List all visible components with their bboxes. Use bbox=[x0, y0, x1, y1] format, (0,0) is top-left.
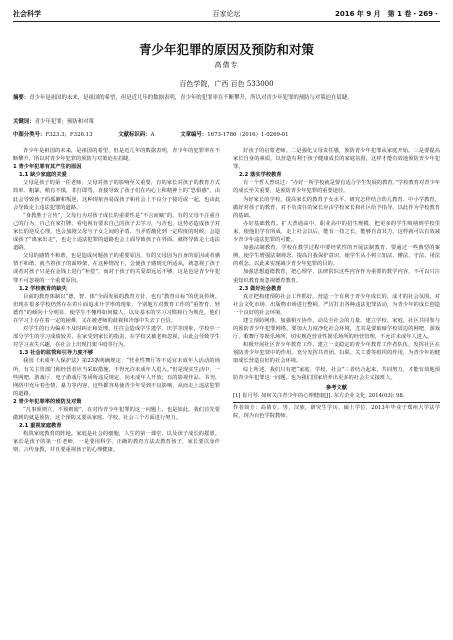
paragraph: 综上所述，我们只有把“家庭、学校、社会”三者结合起来，共同努力，才能有效地预防青少年犯罪这一问题，也为我们国家培养出更多的社会主义接班人。 bbox=[233, 366, 440, 381]
subsection-heading: 1.1 缺少家庭的关爱 bbox=[19, 172, 67, 179]
article-number bbox=[180, 132, 288, 138]
doc-code bbox=[118, 132, 154, 138]
author-note: 作者简介：高倩专，男，汉族，研究生学历，硕士学位，2013年毕业于郑州大学法学院，现为百色学院教师。 bbox=[233, 402, 440, 420]
right-column bbox=[233, 147, 440, 420]
paragraph: 有一个哲人曾说过：“办好一所学校就是要有适合学生发展的教育。”学校教育对青少年的成长至关重要，是预防青少年犯罪的重要途径。 bbox=[233, 180, 440, 195]
subsection-heading: 1.2 学校教育的缺失 bbox=[19, 285, 67, 292]
subsection-heading: 2.2 落实学校教育 bbox=[239, 172, 282, 179]
paragraph: 加强法制教育，学校在教学过程中要经常性的开展法制教育，要通过一些典型的案例，使学生增强法制观念，提高自我保护意识，使学生从小树立知法、懂法、守法、用法的观念。以此来实现减少青少年犯罪的目的。 bbox=[233, 245, 440, 268]
paragraph: 构筑家庭教育的阵地。家庭是社会的细胞，人生的第一课堂，以及孩子成长的摇篮。家长是孩子的第一任老师，一是要用科学、正确的教育方法去教育孩子，家长要以身作则，言传身教，并且要重视孩子的心理健康。 bbox=[13, 431, 220, 454]
clc-code bbox=[13, 132, 93, 138]
abstract bbox=[13, 94, 440, 102]
keywords-text: 青少年犯罪；预防和对策 bbox=[34, 119, 94, 125]
subsection-heading: 1.3 社会的监管和引导力度不够 bbox=[19, 350, 94, 357]
running-header bbox=[13, 8, 440, 20]
references-heading: 参考文献 bbox=[326, 384, 347, 391]
section-heading: 1 青少年犯罪有其产生的原因 bbox=[13, 164, 82, 171]
paragraph: “凡事预则立，不预则废”，在对待青少年犯罪的这一问题上，也是如此，我们首先要做到的就是预防，这个预防又要从家庭、学校、社会三个方面进行努力。 bbox=[13, 407, 220, 422]
abstract-text: 青少年是祖国的未来，是祖国的希望，但是近几年的数据表明，青少年的犯罪率在不断攀升，所以对青少年犯罪的预防与对策迫在眉睫。 bbox=[29, 95, 353, 101]
doc-label: 文献标识码： bbox=[118, 132, 151, 138]
subsection-heading: 2.1 重视家庭教育 bbox=[19, 423, 62, 430]
abstract-label: 摘要： bbox=[13, 95, 30, 101]
keywords bbox=[13, 118, 440, 126]
paragraph: 加强思想道德教育，把心理学、法律常识这些内容作为重要的教学内容，不可以只注重知识教育而忽视德育教育。 bbox=[233, 269, 440, 284]
issue-info: 2016 年 9 月 第 1 卷・269・ bbox=[334, 10, 440, 18]
paragraph: 父母是孩子的第一任老师，父母对孩子的影响至关重要，有的家长对孩子的教育方式简单、粗暴，稍有不慎，非打即骂，直接导致了孩子们在内心上和精神上的“恐惧感”，由此会导致孩子的孤僻和叛逆，这种现象容易成孩子和社会上不良分子接近或一起，也由此会导致走上违法犯罪的道路。 bbox=[13, 180, 220, 211]
paragraph: 建立预防网络。加强相互协作，动员全社会的力量，建立学校、家庭、社区共同参与的预防青少年犯罪网络。要加大力度净化社会环境，尤其是要取缔学校周边的网吧、游戏厅、歌舞厅等娱乐场所，切实规范营业性娱乐场所的经营管理，不允许未成年人进入。 bbox=[233, 317, 440, 341]
clc-label: 中图分类号： bbox=[13, 132, 46, 138]
paragraph: 好孩子的启蒙老师。二是强化父母责任感，预防青少年犯罪从家庭开始。三是要提高家长自身的素质，以营造有利于孩子健康成长的家庭氛围，这样才能有效地预防青少年犯罪。 bbox=[233, 148, 440, 171]
paragraph: 父母的感情不和谐，也是造成问题孩子的重要原因，有的父母因为自身的原因或者感情不和谐，就当着孩子的面吵架，在这种情况下，会使孩子感到无所适从，就忽视了孩子或者对孩子只是在金钱上进行“补偿”，而对于孩子的关爱却远远不够，这是也是青少年犯罪不可忽视的一个重要原因。 bbox=[13, 253, 220, 284]
paragraph: 我国《未成年人保护法》第23条明确规定：“营业性舞厅等不适宜未成年人活动的场所，有关主管部门和经营者应当采取措施，不得允许未成年人进入。”但是现实生活中，一些网吧、游戏厅、电子游戏厅等场所违反规定，向未成年人开放；有的影视作品、书刊、网络中充斥着色情、暴力等内容，这些都容易使青少年受到不良影响，从而走上违法犯罪的道路。 bbox=[13, 358, 220, 397]
article-author: 高倩专 bbox=[214, 61, 239, 69]
section-heading: 2 青少年犯罪率的预防及对策 bbox=[13, 398, 82, 405]
journal-section: 社会科学 bbox=[13, 10, 41, 18]
doc-value: A bbox=[150, 132, 155, 138]
subsection-heading: 2.3 做好社会教育 bbox=[239, 285, 282, 292]
paragraph: 对学生的行为偏差不及时纠正和处理，往往会造成学生逃学、厌学等现象，学校中一部分学生的学习成绩较差，在家受到家长的指责，在学校又被老师忽视，由此会导致学生对学习丧失兴趣，在社会上出现打架斗殴等行为。 bbox=[13, 326, 220, 349]
reference-item: [1] 崔月琴. 如何关注青少年的心理健康[J]. 东方企业文化, 2014(03): 98. bbox=[233, 392, 405, 399]
author-affiliation: 百色学院，广西 百色 533000 bbox=[179, 80, 274, 88]
paragraph: “身教胜于言传”，父母行为对孩子成长的重要性是“不言而喻”的。有的父母不注重自己的行为，自己在家打牌、看电视有要求自己的孩子去学习，与否也，这势必造成孩子对家长的逆反心理，也会加剧父母与子女之间的矛盾。当矛盾激化到一定程度的时候，会造成孩子“离家出走”，也走上违法犯罪的道路也会上面导致孩子在外面，就终导致走上违法道路。 bbox=[13, 212, 220, 252]
clc-value: F323.3；F326.13 bbox=[45, 132, 93, 138]
left-column bbox=[13, 147, 220, 455]
column-name: 百家论坛 bbox=[212, 10, 241, 18]
article-number-label: 文章编号： bbox=[180, 132, 208, 138]
paragraph: 积极开展社区青少年教育工作，建立一支稳定的青少年教育工作者队伍，发挥社区在预防青少年犯罪中的作用。充分发挥共青团、妇联、关工委等组织的作用，为青少年的健康成长营造良好的社会环境。 bbox=[233, 342, 440, 365]
article-title: 青少年犯罪的原因及预防和对策 bbox=[138, 42, 314, 57]
keywords-label: 关键词： bbox=[13, 119, 35, 125]
paragraph: 为好家长的学校，提高家长的教育子女水平。研究怎样结合幼儿教育、中小学教育，做好对孩子的教育，对不负责任的家长应由学校家长和社区给予指导。以此作为学校教育的基础。 bbox=[233, 196, 440, 219]
paragraph: 真正把构建预防社会工作抓好。营造一个有利于青少年成长的、成才的社会氛围。对社会文化市场、出版物市场进行整顿，严厉打击各种违法犯罪活动，为青少年的成长创造一个良好的社会环境。 bbox=[233, 293, 440, 316]
classification-line bbox=[13, 131, 440, 139]
paragraph: 青少年是祖国的未来，是祖国的希望，但是近几年的数据表明，青少年的犯罪率在不断攀升，所以对青少年犯罪的预防与对策迫在眉睫。 bbox=[13, 148, 220, 163]
article-number-value: 1673-1786（2016）1-0269-01 bbox=[207, 132, 289, 138]
paragraph: 目前的教育体制以“德、智、体”全面发展的教育方针，也有“教育目标”的优良传统。但现在很多学校仍然存在着片面追求升学率的现象，个别地方对教育工作的“重智育、轻德育”的倾向十分明显，使学生不懂得如何做人，以及基本的学习习惯和行为规范。他们在学习上存在着一定的困难，又在被老师的歧视和冷落中失去了自信。 bbox=[13, 293, 220, 324]
paragraph: 办好基础教育。扩大普通高中、职业高中的招生规模，把更多的学生吸纳到学校里来，使他们学有所成，走上社会以后，能有一技之长，能够自食其力，这样就可以有效减少青少年违法犯罪的可能。 bbox=[233, 220, 440, 244]
header-rule bbox=[13, 21, 440, 22]
